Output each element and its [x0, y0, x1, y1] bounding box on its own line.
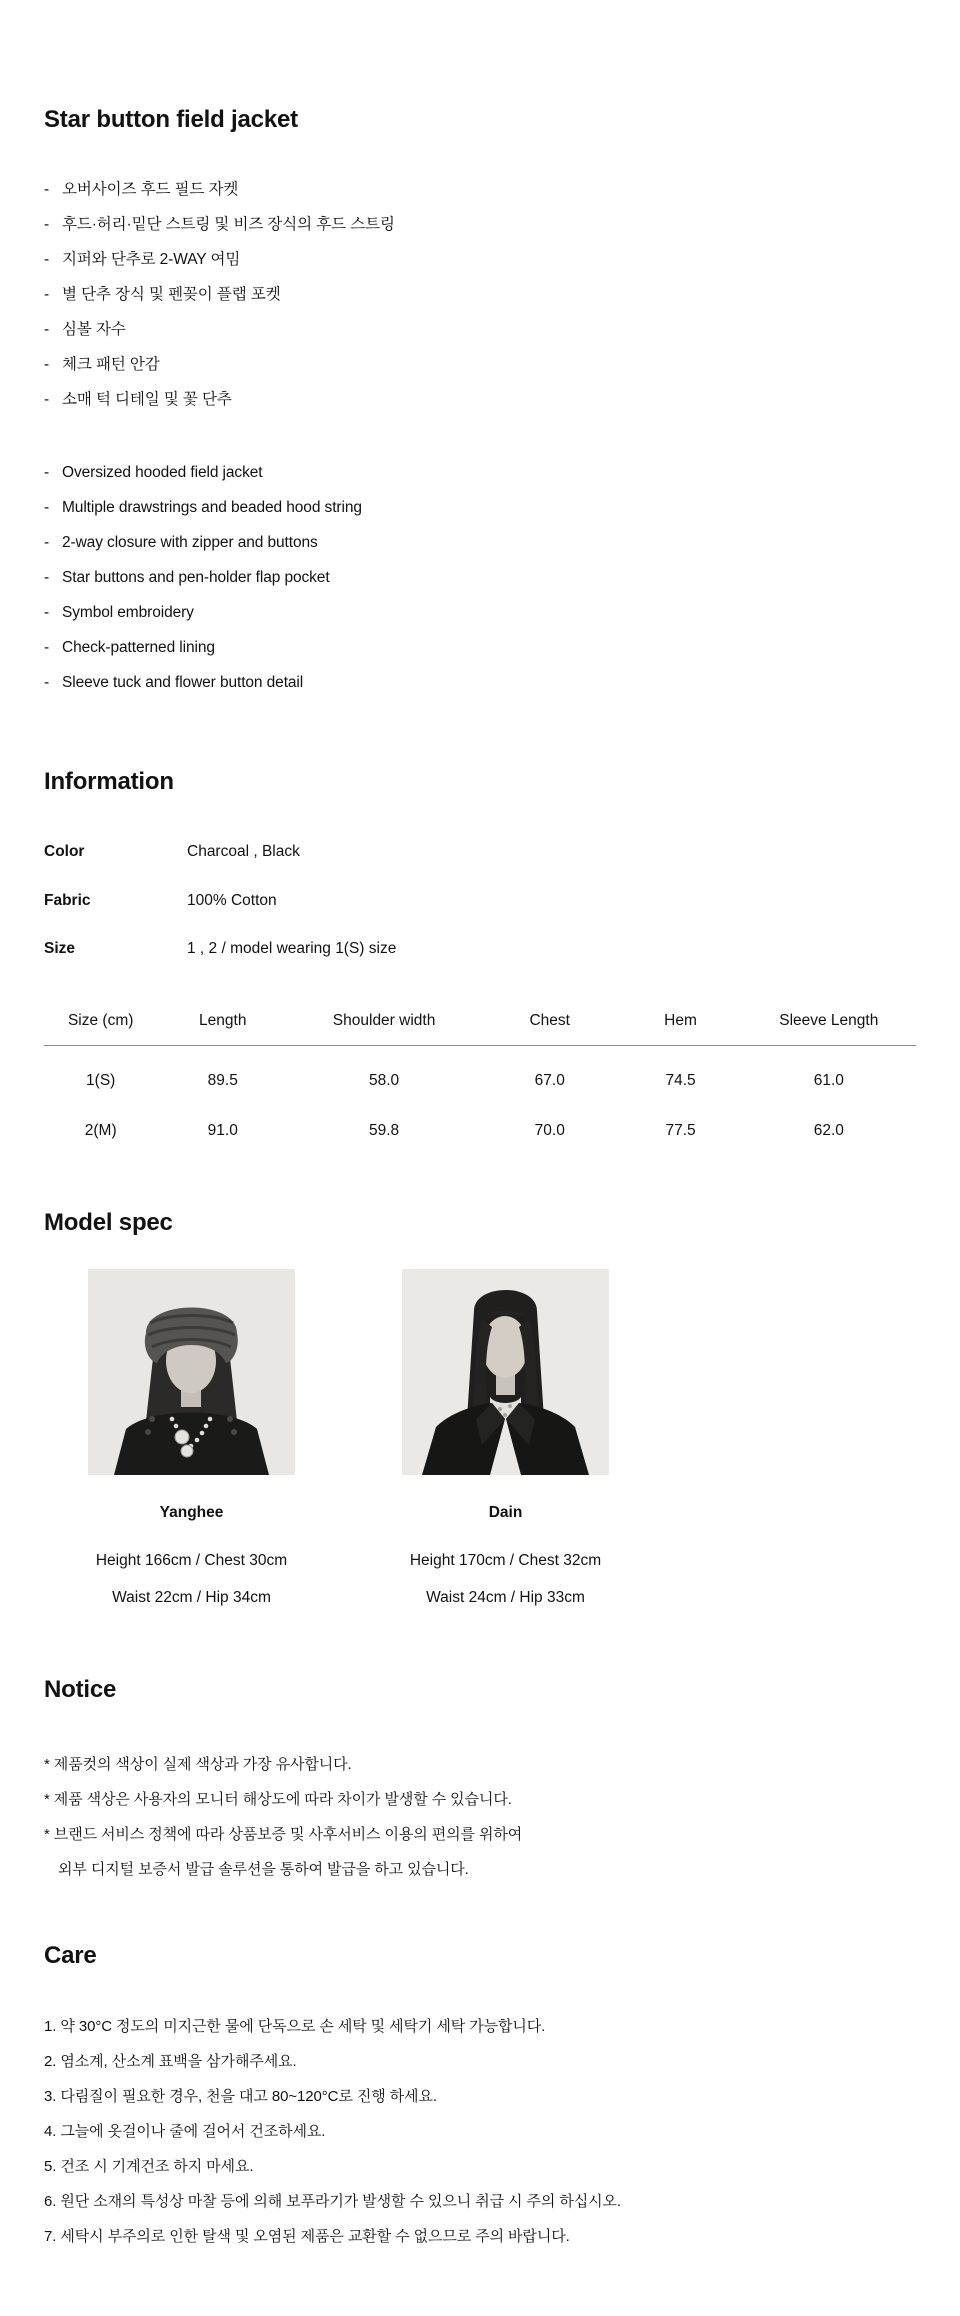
list-item-text: 지퍼와 단추로 2-WAY 여밈	[62, 251, 241, 268]
size-table-header-cell: Hem	[620, 998, 742, 1046]
list-item-text: 심볼 자수	[62, 321, 126, 338]
description-list-korean	[44, 172, 916, 417]
size-table-cell: 74.5	[665, 1071, 696, 1089]
info-label: Size	[44, 940, 76, 957]
notice-list	[44, 1747, 916, 1887]
list-item	[44, 207, 916, 242]
list-item	[44, 277, 916, 312]
size-table-header-cell: Length	[157, 998, 288, 1046]
list-item	[44, 490, 916, 525]
list-item	[44, 382, 916, 417]
care-line: 4. 그늘에 옷걸이나 줄에 걸어서 건조하세요.	[44, 2122, 326, 2140]
list-item-text: Symbol embroidery	[62, 604, 194, 621]
dash-marker	[44, 665, 62, 700]
size-table-cell: 61.0	[813, 1071, 844, 1089]
list-item	[44, 312, 916, 347]
info-value: Charcoal , Black	[187, 843, 300, 860]
model-spec-line: Height 170cm / Chest 32cm	[409, 1551, 602, 1569]
size-table-header-cell: Size (cm)	[44, 998, 157, 1046]
dash-marker	[44, 630, 62, 665]
list-item-text: 별 단추 장식 및 펜꽂이 플랩 포켓	[62, 286, 281, 303]
size-table-cell: 58.0	[368, 1071, 400, 1089]
model-cards	[88, 1269, 916, 1616]
notice-line: 외부 디지털 보증서 발급 솔루션을 통하여 발급을 하고 있습니다.	[58, 1860, 469, 1878]
list-item	[44, 595, 916, 630]
care-line: 3. 다림질이 필요한 경우, 천을 대고 80~120°C로 진행 하세요.	[44, 2087, 437, 2105]
notice-line: * 브랜드 서비스 정책에 따라 상품보증 및 사후서비스 이용의 편의를 위하여	[44, 1825, 523, 1843]
model-name: Yanghee	[159, 1503, 224, 1521]
info-label: Color	[44, 843, 85, 860]
dash-marker	[44, 490, 62, 525]
info-value: 100% Cotton	[187, 891, 277, 909]
size-table-cell: 67.0	[534, 1071, 565, 1089]
page-title: Star button field jacket	[44, 106, 298, 133]
info-row-fabric	[44, 877, 916, 926]
model-spec-section	[44, 1207, 916, 1616]
dash-marker	[44, 382, 62, 417]
list-item	[44, 347, 916, 382]
list-item-text: Star buttons and pen-holder flap pocket	[62, 569, 330, 586]
list-item-text: Check-patterned lining	[62, 639, 215, 656]
dash-marker	[44, 242, 62, 277]
care-line: 6. 원단 소재의 특성상 마찰 등에 의해 보푸라기가 발생할 수 있으니 취급 시 주의 하십시오.	[44, 2192, 621, 2210]
size-table-cell: 91.0	[207, 1121, 238, 1139]
dash-marker	[44, 560, 62, 595]
list-item	[44, 172, 916, 207]
care-line: 5. 건조 시 기계건조 하지 마세요.	[44, 2157, 254, 2175]
notice-line: * 제품 색상은 사용자의 모니터 해상도에 따라 차이가 발생할 수 있습니다.	[44, 1790, 512, 1808]
size-table-header-cell: Shoulder width	[288, 998, 480, 1046]
dash-marker	[44, 172, 62, 207]
list-item-text: 소매 턱 디테일 및 꽃 단추	[62, 391, 232, 408]
size-table-cell: 1(S)	[86, 1071, 116, 1089]
size-table-cell: 62.0	[813, 1121, 844, 1139]
model-spec-text	[402, 1542, 609, 1616]
information-section	[44, 766, 916, 1156]
section-heading-notice: Notice	[44, 1675, 117, 1703]
list-item	[44, 630, 916, 665]
list-item	[44, 455, 916, 490]
dash-marker	[44, 525, 62, 560]
care-line: 2. 염소계, 산소계 표백을 삼가해주세요.	[44, 2052, 297, 2070]
model-card	[88, 1269, 295, 1616]
size-table-header-cell: Chest	[480, 998, 620, 1046]
care-section	[44, 1940, 916, 2254]
list-item-text: Sleeve tuck and flower button detail	[62, 674, 304, 691]
list-item-text: Oversized hooded field jacket	[62, 464, 263, 481]
list-item-text: 체크 패턴 안감	[62, 356, 160, 373]
list-item-text: 후드·허리·밑단 스트링 및 비즈 장식의 후드 스트링	[62, 216, 395, 233]
size-table	[44, 998, 916, 1156]
size-table-cell: 89.5	[207, 1071, 238, 1089]
size-table-header-row	[44, 998, 916, 1046]
section-heading-care: Care	[44, 1941, 97, 1969]
information-rows	[44, 828, 916, 974]
description-list-english	[44, 455, 916, 700]
list-item	[44, 242, 916, 277]
size-table-header-cell: Sleeve Length	[742, 998, 916, 1046]
info-label: Fabric	[44, 891, 91, 909]
model-spec-line: Waist 22cm / Hip 34cm	[112, 1588, 271, 1606]
model-spec-line: Waist 24cm / Hip 33cm	[426, 1588, 585, 1606]
list-item-text: 오버사이즈 후드 필드 자켓	[62, 181, 239, 198]
care-list	[44, 2009, 916, 2254]
size-table-cell: 77.5	[665, 1121, 696, 1139]
model-card	[402, 1269, 609, 1616]
list-item-text: Multiple drawstrings and beaded hood string	[62, 499, 362, 516]
size-table-cell: 70.0	[534, 1121, 565, 1139]
table-row	[44, 1045, 916, 1106]
model-portrait-photo	[88, 1269, 295, 1475]
list-item	[44, 525, 916, 560]
size-table-cell: 59.8	[368, 1121, 400, 1139]
model-spec-text	[88, 1542, 295, 1616]
dash-marker	[44, 347, 62, 382]
model-portrait-photo	[402, 1269, 609, 1475]
table-row	[44, 1106, 916, 1156]
info-row-size	[44, 925, 916, 974]
dash-marker	[44, 277, 62, 312]
list-item	[44, 560, 916, 595]
dash-marker	[44, 595, 62, 630]
model-spec-line: Height 166cm / Chest 30cm	[95, 1551, 288, 1569]
dash-marker	[44, 207, 62, 242]
info-value: 1 , 2 / model wearing 1(S) size	[187, 940, 397, 957]
notice-line: * 제품컷의 색상이 실제 색상과 가장 유사합니다.	[44, 1755, 352, 1773]
dash-marker	[44, 312, 62, 347]
model-name: Dain	[488, 1503, 523, 1521]
dash-marker	[44, 455, 62, 490]
info-row-color	[44, 828, 916, 877]
list-item	[44, 665, 916, 700]
list-item-text: 2-way closure with zipper and buttons	[62, 534, 318, 551]
care-line: 7. 세탁시 부주의로 인한 탈색 및 오염된 제품은 교환할 수 없으므로 주의 바랍니다.	[44, 2227, 570, 2245]
size-table-cell: 2(M)	[84, 1121, 117, 1139]
care-line: 1. 약 30°C 정도의 미지근한 물에 단독으로 손 세탁 및 세탁기 세탁 가능합니다.	[44, 2017, 546, 2035]
notice-section	[44, 1674, 916, 1887]
section-heading-model-spec: Model spec	[44, 1208, 173, 1236]
section-heading-information: Information	[44, 768, 174, 795]
